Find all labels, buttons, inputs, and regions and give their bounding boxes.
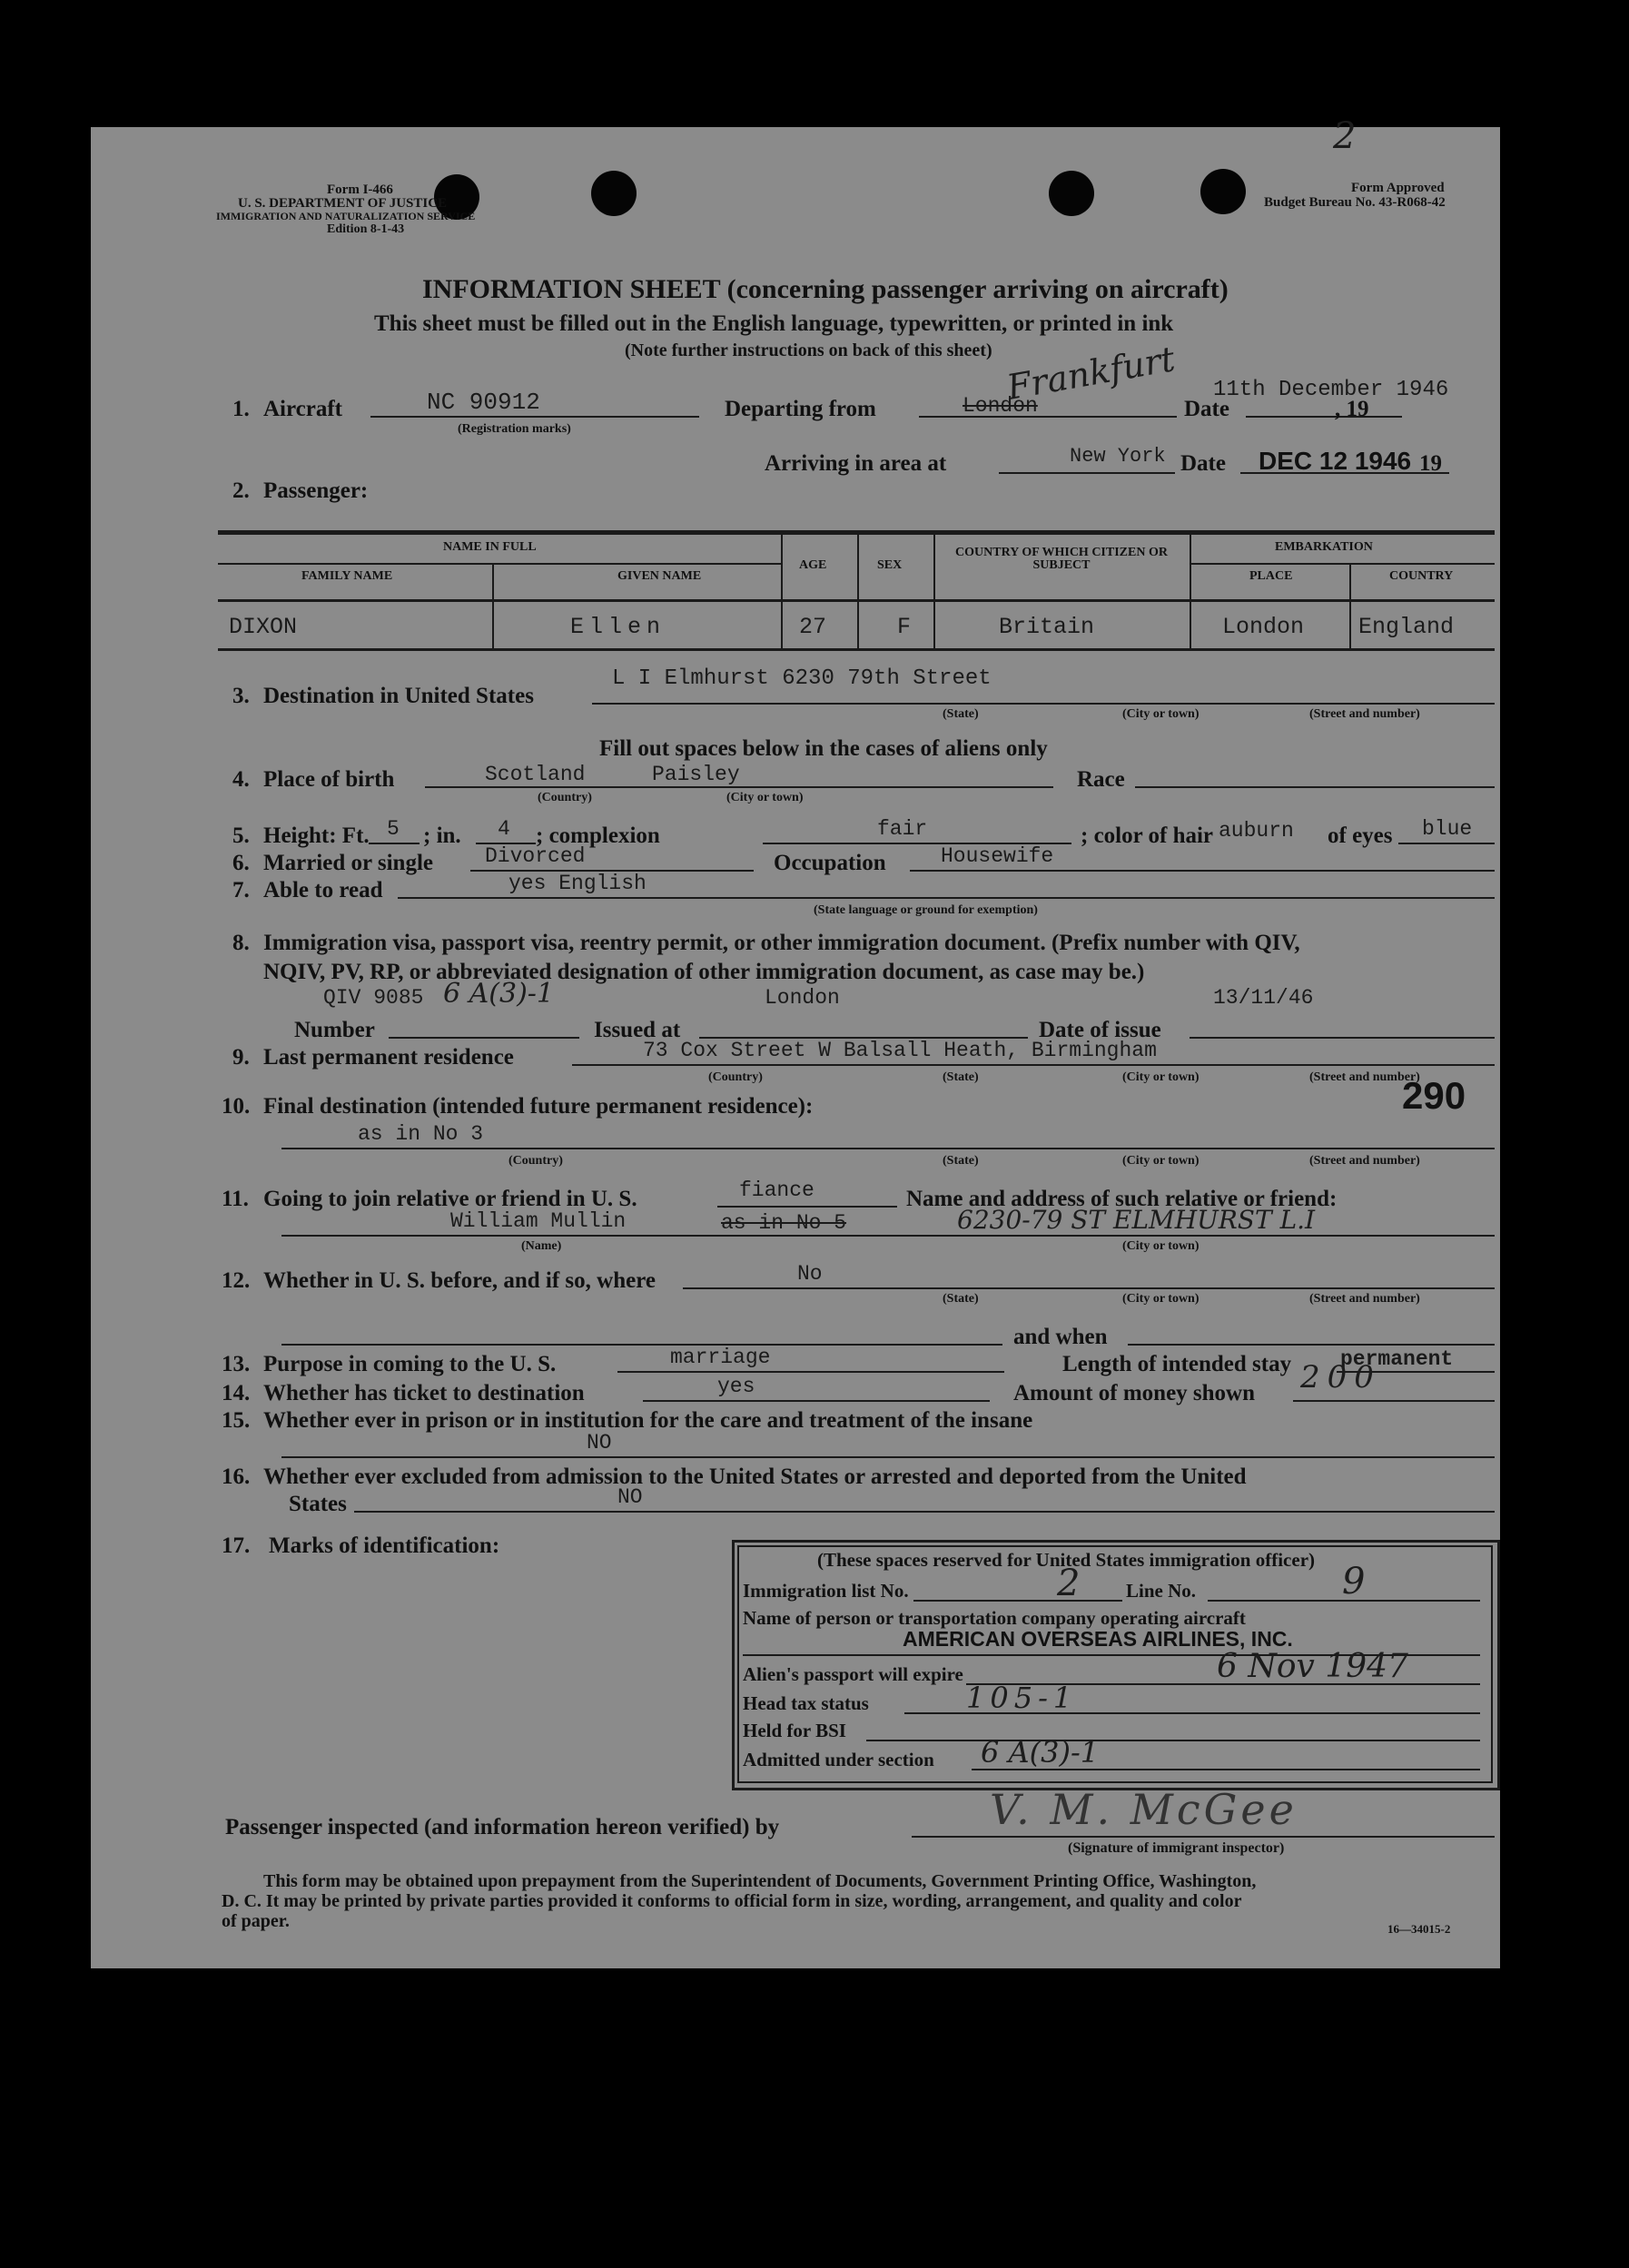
caption-city: (City or town) — [1122, 1239, 1200, 1253]
caption-street: (Street and number) — [1309, 1154, 1420, 1168]
item-number: 9. — [232, 1045, 250, 1070]
eyes-line — [1398, 843, 1495, 844]
ticket-label: Whether has ticket to destination — [263, 1381, 585, 1405]
occupation-line — [910, 870, 1495, 872]
height-feet: 5 — [387, 817, 400, 841]
sex-value: F — [897, 614, 912, 640]
signature-line — [912, 1836, 1495, 1838]
money-line — [1293, 1400, 1495, 1402]
relation-value: fiance — [739, 1178, 814, 1202]
relative-line — [281, 1235, 1495, 1237]
item-number: 13. — [222, 1352, 251, 1376]
table-divider — [492, 563, 494, 648]
departure-year-prefix: , 19 — [1335, 397, 1369, 421]
relative-address-handwritten: 6230-79 ST ELMHURST L.I — [957, 1205, 1316, 1235]
residence-label: Last permanent residence — [263, 1045, 514, 1070]
complexion-value: fair — [877, 817, 928, 841]
occupation-label: Occupation — [774, 851, 886, 875]
arriving-line — [999, 472, 1175, 474]
item-number: 3. — [232, 684, 250, 708]
form-number: Form I-466 — [327, 182, 393, 197]
embark-subheader-rule — [1190, 563, 1495, 565]
excluded-label-2: States — [289, 1492, 347, 1516]
punch-hole — [1049, 171, 1094, 216]
company-label: Name of person or transportation company operating aircraft — [743, 1607, 1246, 1629]
service-line: IMMIGRATION AND NATURALIZATION SERVICE — [216, 210, 476, 222]
list-number-label: Immigration list No. — [743, 1580, 909, 1602]
name-address-label: Name and address of such relative or friend: — [906, 1187, 1338, 1211]
money-value: 200 — [1300, 1359, 1381, 1395]
table-divider — [1190, 530, 1191, 648]
line-number-label: Line No. — [1126, 1580, 1197, 1602]
marital-value: Divorced — [485, 844, 586, 868]
form-title: INFORMATION SHEET (concerning passenger arriving on aircraft) — [422, 274, 1229, 304]
item-number: 15. — [222, 1408, 251, 1433]
header-name-in-full: NAME IN FULL — [443, 540, 537, 554]
item-number: 16. — [222, 1464, 251, 1489]
list-number-value: 2 — [1057, 1563, 1081, 1604]
document-line2: NQIV, PV, RP, or abbreviated designation of other immigration document, as case may be.) — [263, 960, 1145, 984]
arriving-place: New York — [1070, 445, 1166, 468]
caption-name: (Name) — [521, 1239, 562, 1253]
number-label: Number — [294, 1018, 375, 1042]
header-citizen-country: COUNTRY OF WHICH CITIZEN OR SUBJECT — [955, 546, 1168, 572]
hair-label: ; color of hair — [1081, 823, 1214, 848]
caption-street: (Street and number) — [1309, 1292, 1420, 1306]
departure-date-value: 11th December 1946 — [1213, 378, 1449, 402]
budget-bureau: Budget Bureau No. 43-R068-42 — [1264, 195, 1446, 210]
read-caption: (State language or ground for exemption) — [814, 903, 1038, 917]
residence-line — [572, 1064, 1495, 1066]
document-number-handwritten: 6 A(3)-1 — [443, 978, 555, 1010]
birthplace-label: Place of birth — [263, 767, 395, 792]
caption-city: (City or town) — [1122, 707, 1200, 721]
arrival-year-suffix: 19 — [1419, 451, 1442, 476]
caption-city: (City or town) — [1122, 1154, 1200, 1168]
destination-value: L I Elmhurst 6230 79th Street — [612, 666, 992, 691]
final-destination-value: as in No 3 — [358, 1122, 484, 1146]
header-place: PLACE — [1249, 569, 1293, 583]
prison-line — [281, 1456, 1495, 1458]
family-name-value: DIXON — [229, 614, 298, 640]
read-value: yes English — [508, 872, 647, 895]
table-divider — [781, 530, 783, 648]
document-number: QIV 9085 — [323, 986, 424, 1010]
form-subtitle: This sheet must be filled out in the English language, typewritten, or printed in ink — [374, 311, 1174, 336]
table-header-rule — [218, 599, 1495, 602]
caption-city: (City or town) — [726, 791, 804, 804]
relative-struck: as in No 5 — [721, 1211, 847, 1235]
caption-city: (City or town) — [1122, 1292, 1200, 1306]
section-value: 6 A(3)-1 — [981, 1735, 1100, 1770]
header-country: COUNTRY — [1389, 569, 1454, 583]
citizen-value: Britain — [999, 614, 1095, 640]
number-line — [389, 1037, 579, 1039]
bsi-label: Held for BSI — [743, 1720, 846, 1741]
corner-mark: 2 — [1333, 115, 1357, 157]
height-inches: 4 — [498, 817, 510, 841]
race-label: Race — [1077, 767, 1125, 792]
header-family-name: FAMILY NAME — [301, 569, 393, 583]
line-number-value: 9 — [1342, 1561, 1366, 1602]
table-divider — [933, 530, 935, 648]
issued-at-label: Issued at — [594, 1018, 681, 1042]
caption-country: (Country) — [538, 791, 592, 804]
departure-date-line — [1246, 416, 1402, 418]
item-number: 10. — [222, 1094, 251, 1119]
purpose-value: marriage — [670, 1346, 771, 1369]
footer-line1: This form may be obtained upon prepayment from the Superintendent of Documents, Government Printing Office, Washington, — [263, 1871, 1257, 1891]
stay-value: permanent — [1340, 1347, 1454, 1371]
list-number-line — [913, 1600, 1122, 1602]
residence-value: 73 Cox Street W Balsall Heath, Birmingham — [643, 1039, 1157, 1062]
ticket-value: yes — [717, 1375, 755, 1398]
eyes-label: of eyes — [1328, 823, 1393, 848]
final-destination-line — [281, 1148, 1495, 1149]
header-given-name: GIVEN NAME — [617, 569, 702, 583]
item-number: 8. — [232, 931, 250, 955]
join-relative-label: Going to join relative or friend in U. S. — [263, 1187, 637, 1211]
final-destination-label: Final destination (intended future permanent residence): — [263, 1094, 814, 1119]
departing-handwritten: Frankfurt — [1003, 339, 1179, 408]
header-sex: SEX — [877, 558, 903, 572]
prison-label: Whether ever in prison or in institution for the care and treatment of the insane — [263, 1408, 1033, 1433]
caption-country: (Country) — [508, 1154, 563, 1168]
item-number: 1. — [232, 397, 250, 421]
marital-label: Married or single — [263, 851, 433, 875]
prison-value: NO — [587, 1431, 612, 1454]
header-embarkation: EMBARKATION — [1275, 540, 1373, 554]
read-label: Able to read — [263, 878, 383, 902]
table-bottom-rule — [218, 648, 1495, 651]
departing-struck: London — [963, 394, 1038, 418]
item-number: 14. — [222, 1381, 251, 1405]
birth-city: Paisley — [652, 763, 740, 786]
registration-caption: (Registration marks) — [458, 422, 571, 436]
aircraft-line — [370, 416, 699, 418]
issue-date-label: Date of issue — [1039, 1018, 1161, 1042]
marks-label: Marks of identification: — [269, 1533, 500, 1558]
previous-visit-line — [683, 1287, 1495, 1289]
caption-country: (Country) — [708, 1070, 763, 1084]
when-line — [1128, 1344, 1495, 1346]
department-line: U. S. DEPARTMENT OF JUSTICE — [238, 196, 448, 211]
form-approved: Form Approved — [1351, 181, 1445, 195]
aircraft-label: Aircraft — [263, 397, 342, 421]
document-issued-at: London — [765, 986, 840, 1010]
complexion-label: ; complexion — [536, 823, 660, 848]
officer-box-heading: (These spaces reserved for United States immigration officer) — [817, 1549, 1316, 1571]
section-label: Admitted under section — [743, 1749, 934, 1770]
given-name-value: Ellen — [570, 614, 666, 640]
arrival-date-label: Date — [1180, 451, 1226, 476]
caption-state: (State) — [943, 1292, 979, 1306]
head-tax-value: 105-1 — [966, 1681, 1078, 1715]
item-number: 17. — [222, 1533, 251, 1558]
stay-label: Length of intended stay — [1062, 1352, 1292, 1376]
inches-label: ; in. — [423, 823, 461, 848]
birthplace-line — [425, 786, 1053, 788]
name-subheader-rule — [218, 563, 781, 565]
head-tax-label: Head tax status — [743, 1692, 869, 1714]
footer-line2: D. C. It may be printed by private parties provided it conforms to official form in size, wording, arrangement, and quality and color — [222, 1891, 1242, 1911]
excluded-label: Whether ever excluded from admission to the United States or arrested and deported from the United — [263, 1464, 1247, 1489]
departing-label: Departing from — [725, 397, 876, 421]
excluded-line — [354, 1511, 1495, 1513]
excluded-value: NO — [617, 1485, 643, 1509]
item-number: 5. — [232, 823, 250, 848]
document-line1: Immigration visa, passport visa, reentry permit, or other immigration document. (Prefix number with QIV, — [263, 931, 1300, 955]
previous-visit-value: No — [797, 1262, 823, 1286]
item-number: 2. — [232, 478, 250, 503]
passport-value: 6 Nov 1947 — [1217, 1648, 1408, 1685]
issue-date-line — [1190, 1037, 1495, 1039]
previous-visit-line2 — [281, 1344, 1002, 1346]
stamp-number: 290 — [1402, 1074, 1466, 1117]
read-line — [398, 897, 1495, 899]
money-label: Amount of money shown — [1013, 1381, 1256, 1405]
form-note: (Note further instructions on back of this sheet) — [625, 340, 992, 360]
passport-label: Alien's passport will expire — [743, 1663, 963, 1685]
table-top-rule — [218, 530, 1495, 535]
caption-state: (State) — [943, 707, 979, 721]
arriving-label: Arriving in area at — [765, 451, 947, 476]
embark-country-value: England — [1358, 614, 1455, 640]
departure-date-label: Date — [1184, 397, 1229, 421]
item-number: 4. — [232, 767, 250, 792]
destination-label: Destination in United States — [263, 684, 534, 708]
inspector-signature: V. M. McGee — [990, 1785, 1298, 1834]
aliens-note: Fill out spaces below in the cases of aliens only — [599, 736, 1048, 761]
passenger-label: Passenger: — [263, 478, 369, 503]
caption-street: (Street and number) — [1309, 1070, 1420, 1084]
footer-line3: of paper. — [222, 1911, 290, 1931]
purpose-line — [617, 1371, 1004, 1373]
table-divider — [857, 530, 859, 648]
company-stamp: AMERICAN OVERSEAS AIRLINES, INC. — [903, 1627, 1293, 1651]
caption-state: (State) — [943, 1070, 979, 1084]
caption-state: (State) — [943, 1154, 979, 1168]
item-number: 6. — [232, 851, 250, 875]
age-value: 27 — [799, 614, 827, 640]
height-label: Height: Ft. — [263, 823, 370, 848]
ticket-line — [643, 1400, 990, 1402]
item-number: 12. — [222, 1268, 251, 1293]
inspected-label: Passenger inspected (and information hereon verified) by — [225, 1815, 780, 1839]
height-ft-line — [369, 843, 420, 844]
item-number: 11. — [222, 1187, 249, 1211]
edition-line: Edition 8-1-43 — [327, 222, 405, 236]
punch-hole — [1200, 169, 1246, 214]
relative-name: William Mullin — [450, 1209, 627, 1233]
occupation-value: Housewife — [941, 844, 1054, 868]
purpose-label: Purpose in coming to the U. S. — [263, 1352, 557, 1376]
departing-line — [919, 416, 1177, 418]
header-age: AGE — [799, 558, 827, 572]
eyes-value: blue — [1422, 817, 1473, 841]
item-number: 7. — [232, 878, 250, 902]
when-label: and when — [1013, 1325, 1108, 1349]
embark-place-value: London — [1222, 614, 1305, 640]
bsi-line — [866, 1740, 1480, 1741]
caption-street: (Street and number) — [1309, 707, 1420, 721]
footer-code: 16—34015-2 — [1387, 1922, 1451, 1936]
birth-country: Scotland — [485, 763, 586, 786]
race-line — [1135, 786, 1495, 788]
document-issue-date: 13/11/46 — [1213, 986, 1314, 1010]
hair-value: auburn — [1219, 819, 1294, 843]
caption-city: (City or town) — [1122, 1070, 1200, 1084]
relation-line — [717, 1206, 897, 1208]
previous-visit-label: Whether in U. S. before, and if so, where — [263, 1268, 656, 1293]
destination-line — [592, 703, 1495, 705]
table-divider — [1349, 563, 1351, 648]
signature-caption: (Signature of immigrant inspector) — [1068, 1840, 1285, 1856]
aircraft-value: NC 90912 — [427, 389, 540, 416]
punch-hole — [591, 171, 637, 216]
arrival-date-stamp: DEC 12 1946 — [1259, 447, 1412, 475]
